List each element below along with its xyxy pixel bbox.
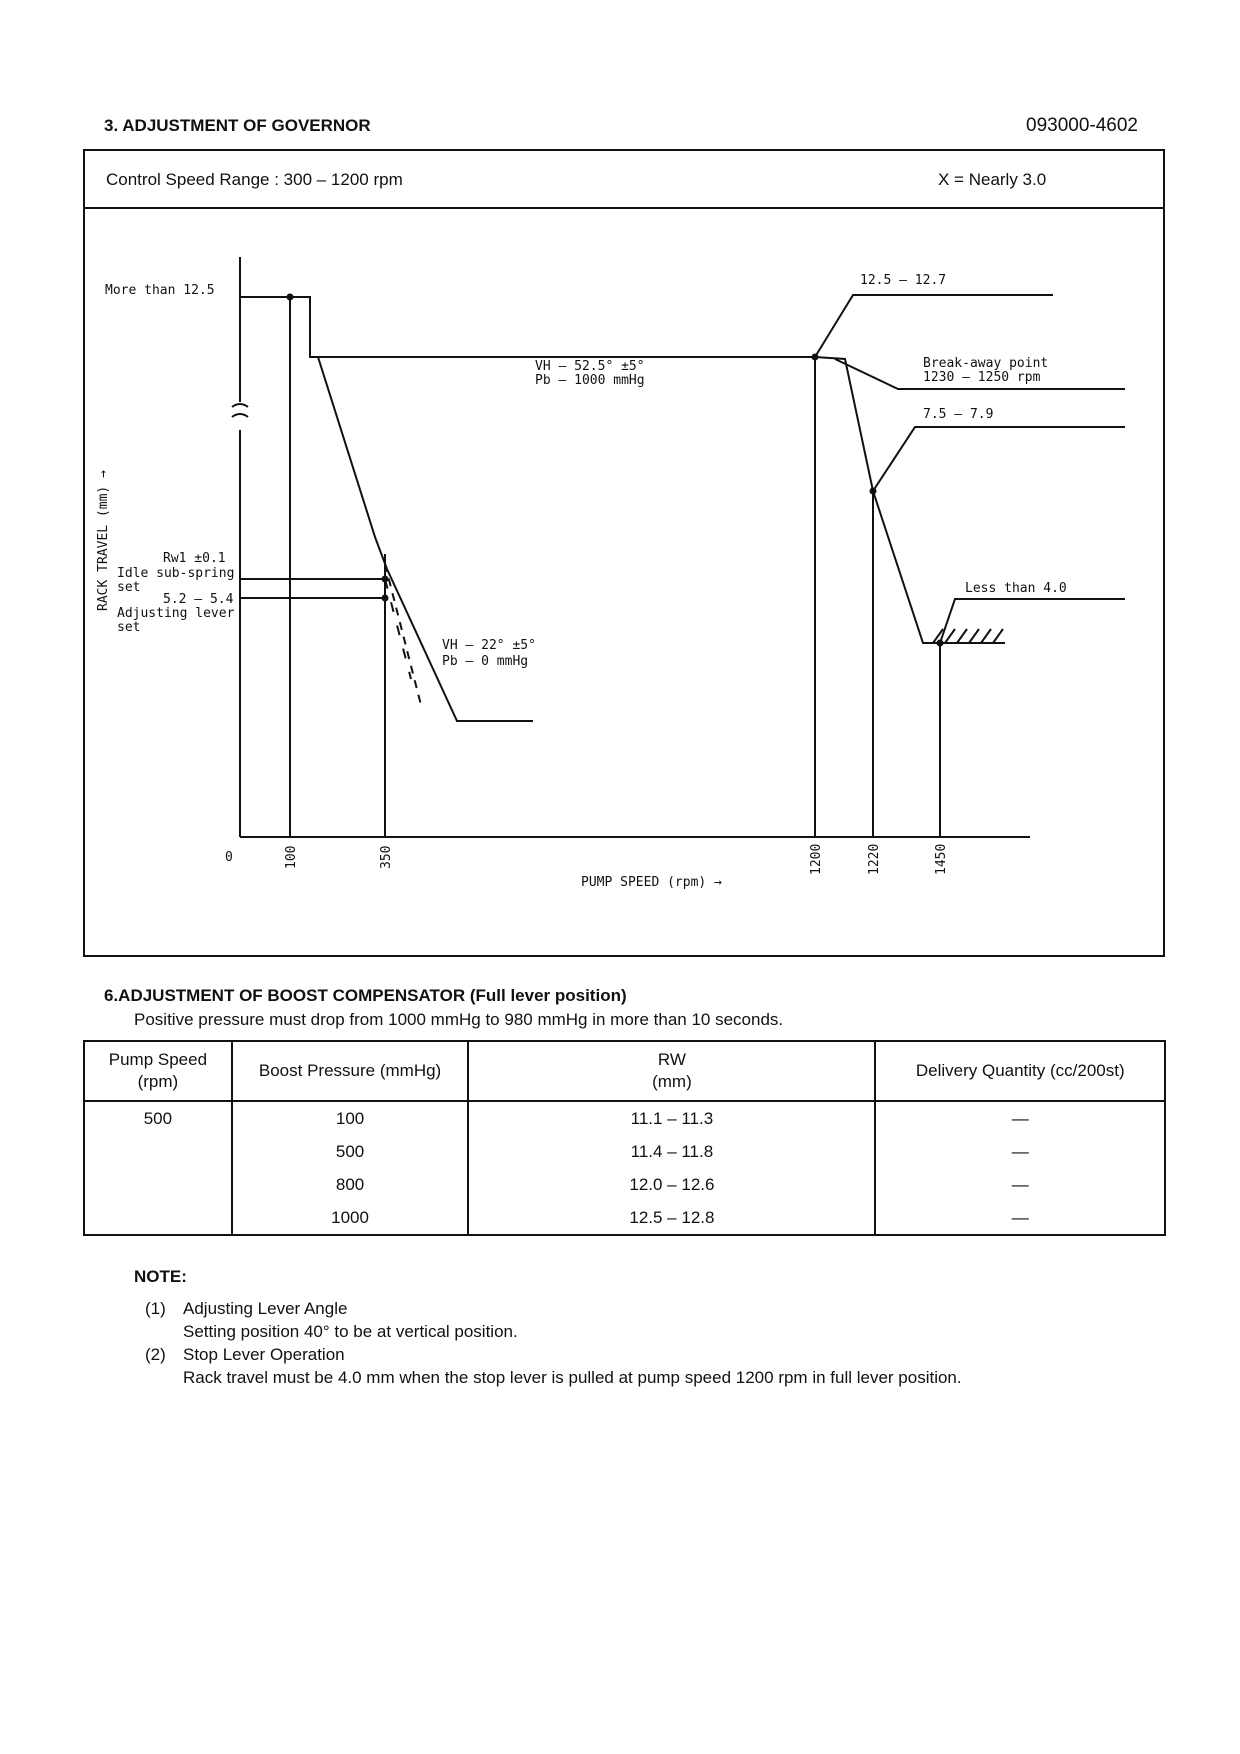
section6-subtitle: Positive pressure must drop from 1000 mmHg to 980 mmHg in more than 10 seconds.	[134, 1010, 784, 1029]
x-value: X = Nearly 3.0	[938, 170, 1047, 189]
x-tick-1450: 1450	[934, 843, 949, 875]
point-adjust	[382, 595, 389, 602]
label-vh2-b: Pb – 0 mmHg	[442, 654, 529, 669]
x-tick-100: 100	[284, 845, 299, 869]
section-title: 3. ADJUSTMENT OF GOVERNOR	[104, 116, 371, 135]
note-1-text: Setting position 40° to be at vertical position.	[183, 1322, 518, 1341]
note-1-title: Adjusting Lever Angle	[183, 1299, 348, 1318]
governor-box	[83, 149, 1165, 957]
section6-title: 6.ADJUSTMENT OF BOOST COMPENSATOR (Full lever position)	[104, 986, 627, 1005]
note-2-num: (2)	[145, 1345, 166, 1364]
header-pump-speed: Pump Speed (rpm)	[84, 1041, 232, 1101]
header-delivery-qty: Delivery Quantity (cc/200st)	[875, 1041, 1165, 1101]
boost-table	[83, 1040, 1166, 1236]
less-than-leader	[940, 599, 1125, 643]
label-idle-1: Idle sub-spring	[117, 566, 235, 581]
label-less-than: Less than 4.0	[965, 581, 1067, 596]
x-axis-label: PUMP SPEED (rpm) →	[581, 875, 722, 890]
label-breakaway-b: 1230 – 1250 rpm	[923, 370, 1041, 385]
boost-line-dashed	[385, 564, 422, 709]
note-2-text: Rack travel must be 4.0 mm when the stop lever is pulled at pump speed 1200 rpm in full lever position.	[183, 1368, 962, 1387]
mid-range-leader	[873, 427, 1125, 491]
label-rw1: Rw1 ±0.1	[163, 551, 226, 566]
axis-break-top	[232, 404, 248, 407]
label-vh1-a: VH – 52.5° ±5°	[535, 359, 645, 374]
x-tick-350: 350	[379, 845, 394, 869]
point-idle	[382, 576, 389, 583]
label-adj-1: Adjusting lever	[117, 606, 235, 621]
label-more-than: More than 12.5	[105, 283, 215, 298]
point-start	[287, 294, 294, 301]
table-row: 500 11.4 – 11.8 —	[84, 1135, 1165, 1168]
label-adj-range: 5.2 – 5.4	[163, 592, 234, 607]
label-mid-range: 7.5 – 7.9	[923, 407, 994, 422]
label-vh1-b: Pb – 1000 mmHg	[535, 373, 645, 388]
label-breakaway-a: Break-away point	[923, 356, 1049, 371]
control-speed-range: Control Speed Range : 300 – 1200 rpm	[106, 170, 403, 189]
note-2-title: Stop Lever Operation	[183, 1345, 345, 1364]
point-1220	[870, 488, 877, 495]
full-load-curve	[240, 297, 815, 357]
note-title: NOTE:	[134, 1267, 187, 1286]
x-tick-1220: 1220	[867, 843, 882, 875]
point-1450	[937, 640, 944, 647]
header-boost-pressure: Boost Pressure (mmHg)	[232, 1041, 469, 1101]
note-1-num: (1)	[145, 1299, 166, 1318]
table-row: 500 100 11.1 – 11.3 —	[84, 1101, 1165, 1135]
axis-break-bottom	[232, 414, 248, 417]
label-top-range: 12.5 – 12.7	[860, 273, 947, 288]
x-tick-1200: 1200	[809, 843, 824, 875]
label-adj-2: set	[117, 620, 141, 635]
point-1200	[812, 354, 819, 361]
label-idle-2: set	[117, 580, 141, 595]
top-range-leader	[815, 295, 1053, 357]
label-vh2-a: VH – 22° ±5°	[442, 638, 536, 653]
y-axis-label: RACK TRAVEL (mm) →	[96, 470, 111, 611]
document-number: 093000-4602	[1026, 115, 1138, 136]
table-row: 800 12.0 – 12.6 —	[84, 1168, 1165, 1201]
header-rw: RW (mm)	[468, 1041, 875, 1101]
control-speed-row	[85, 151, 1163, 209]
x-tick-0: 0	[225, 850, 233, 865]
table-row: 1000 12.5 – 12.8 —	[84, 1201, 1165, 1235]
breakaway-curve	[815, 357, 940, 643]
governor-graph	[85, 209, 1163, 955]
